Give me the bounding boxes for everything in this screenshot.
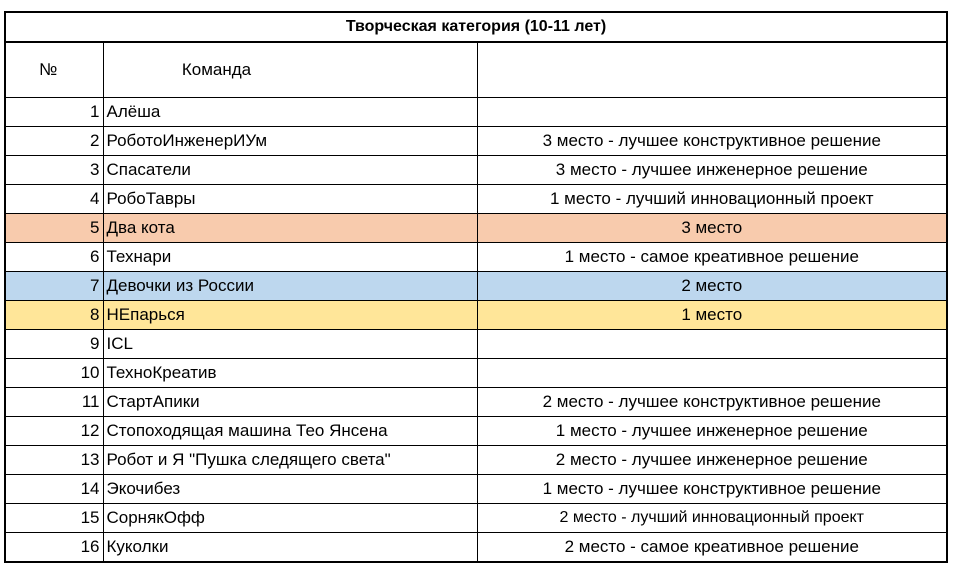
row-result: 2 место - лучшее конструктивное решение	[477, 388, 947, 417]
table-row	[5, 330, 947, 359]
row-num: 10	[5, 359, 103, 388]
row-team: РоботоИнженерИУм	[103, 127, 477, 156]
row-num: 4	[5, 185, 103, 214]
table-row	[5, 98, 947, 127]
row-result: 2 место	[477, 272, 947, 301]
table-title: Творческая категория (10-11 лет)	[5, 12, 947, 42]
row-num: 12	[5, 417, 103, 446]
row-team: Технари	[103, 243, 477, 272]
row-num: 11	[5, 388, 103, 417]
table-row	[5, 127, 947, 156]
row-result: 3 место - лучшее инженерное решение	[477, 156, 947, 185]
table-row	[5, 533, 947, 563]
row-team: НЕпарься	[103, 301, 477, 330]
table-row	[5, 243, 947, 272]
row-result: 2 место - лучший инновационный проект	[477, 504, 947, 533]
row-result: 1 место - лучшее инженерное решение	[477, 417, 947, 446]
table-row	[5, 185, 947, 214]
row-num: 16	[5, 533, 103, 563]
row-team: СтартАпики	[103, 388, 477, 417]
header-num: №	[5, 42, 103, 98]
row-result	[477, 359, 947, 388]
row-num: 1	[5, 98, 103, 127]
table-row	[5, 475, 947, 504]
table-row	[5, 388, 947, 417]
header-row	[5, 42, 947, 98]
row-result: 1 место	[477, 301, 947, 330]
row-team: Робот и Я "Пушка следящего света"	[103, 446, 477, 475]
row-team: Куколки	[103, 533, 477, 563]
table-row-highlight-orange	[5, 214, 947, 243]
row-num: 9	[5, 330, 103, 359]
row-result	[477, 330, 947, 359]
row-team: Экочибез	[103, 475, 477, 504]
row-result: 2 место - лучшее инженерное решение	[477, 446, 947, 475]
row-team: Стопоходящая машина Тео Янсена	[103, 417, 477, 446]
row-result: 3 место	[477, 214, 947, 243]
row-result	[477, 98, 947, 127]
header-team: Команда	[103, 42, 477, 98]
row-team: Два кота	[103, 214, 477, 243]
row-team: Алёша	[103, 98, 477, 127]
header-result	[477, 42, 947, 98]
row-num: 5	[5, 214, 103, 243]
row-team: ICL	[103, 330, 477, 359]
row-num: 13	[5, 446, 103, 475]
table-row	[5, 359, 947, 388]
results-sheet	[4, 11, 946, 563]
table-row-highlight-blue	[5, 272, 947, 301]
row-team: Спасатели	[103, 156, 477, 185]
title-row	[5, 12, 947, 42]
row-num: 6	[5, 243, 103, 272]
table-row-highlight-yellow	[5, 301, 947, 330]
table-row	[5, 446, 947, 475]
row-team: ТехноКреатив	[103, 359, 477, 388]
row-num: 8	[5, 301, 103, 330]
row-team: Девочки из России	[103, 272, 477, 301]
row-num: 7	[5, 272, 103, 301]
table-row	[5, 504, 947, 533]
row-num: 14	[5, 475, 103, 504]
row-num: 3	[5, 156, 103, 185]
row-team: РобоТавры	[103, 185, 477, 214]
row-result: 3 место - лучшее конструктивное решение	[477, 127, 947, 156]
table-row	[5, 417, 947, 446]
row-result: 2 место - самое креативное решение	[477, 533, 947, 563]
results-table	[4, 11, 948, 563]
row-result: 1 место - лучший инновационный проект	[477, 185, 947, 214]
table-row	[5, 156, 947, 185]
row-num: 2	[5, 127, 103, 156]
row-team: СорнякОфф	[103, 504, 477, 533]
row-result: 1 место - самое креативное решение	[477, 243, 947, 272]
row-result: 1 место - лучшее конструктивное решение	[477, 475, 947, 504]
row-num: 15	[5, 504, 103, 533]
